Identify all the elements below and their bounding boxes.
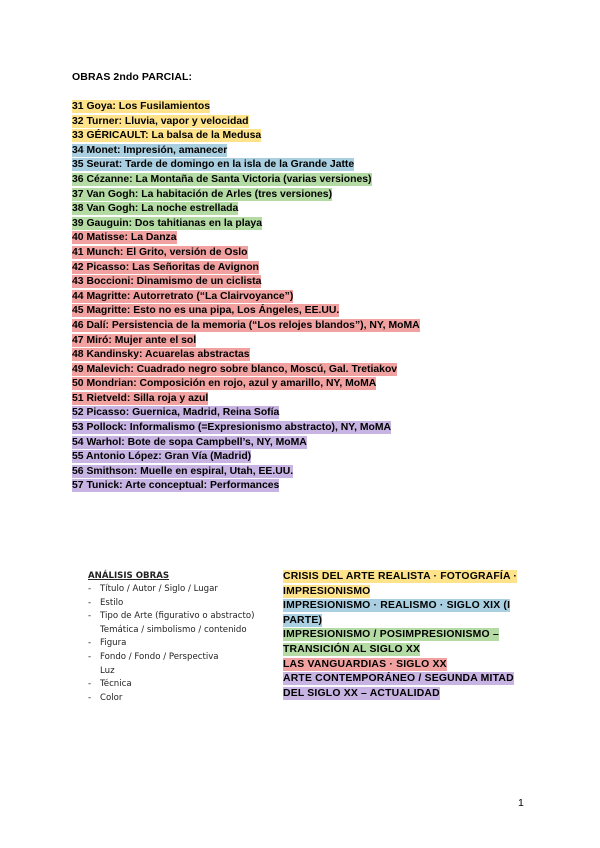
work-item xyxy=(72,465,420,480)
work-item xyxy=(72,479,420,494)
bullet-dash-icon: - xyxy=(88,651,92,662)
work-item xyxy=(72,450,420,465)
work-item-text: 51 Rietveld: Silla roja y azul xyxy=(72,392,209,404)
legend-item xyxy=(283,570,535,599)
work-item-text: 31 Goya: Los Fusilamientos xyxy=(72,101,211,112)
work-item xyxy=(72,304,420,319)
work-item xyxy=(72,421,420,436)
bullet-dash-icon: - xyxy=(88,584,92,594)
analysis-item-text: Técnica xyxy=(100,679,132,690)
analysis-item xyxy=(88,597,254,611)
bullet-dash-icon: - xyxy=(88,611,92,622)
legend-item-text: ARTE CONTEMPORÁNEO / SEGUNDA MITAD DEL SIGLO XX – ACTUALIDAD xyxy=(283,673,514,699)
work-item-text: 33 GÉRICAULT: La balsa de la Medusa xyxy=(72,130,262,142)
color-legend xyxy=(283,570,535,701)
work-item xyxy=(72,275,420,290)
work-item xyxy=(72,129,420,144)
analysis-item xyxy=(88,678,254,692)
bullet-dash-icon: - xyxy=(88,638,92,649)
work-item-text: 47 Miró: Mujer ante el sol xyxy=(72,334,197,346)
work-item xyxy=(72,188,420,203)
work-item-text: 55 Antonio López: Gran Vía (Madrid) xyxy=(72,451,252,463)
work-item-text: 45 Magritte: Esto no es una pipa, Los Ángeles, EE.UU. xyxy=(72,305,340,317)
legend-item-text: IMPRESIONISMO / POSIMPRESIONISMO – TRANSICIÓN AL SIGLO XX xyxy=(283,629,499,655)
work-item xyxy=(72,348,420,363)
legend-item-text: IMPRESIONISMO · REALISMO · SIGLO XIX (I PARTE) xyxy=(283,600,511,626)
analysis-title: ANÁLISIS OBRAS xyxy=(88,571,170,581)
bullet-dash-icon: - xyxy=(88,597,92,608)
work-item-text: 38 Van Gogh: La noche estrellada xyxy=(72,203,239,215)
work-item-text: 32 Turner: Lluvia, vapor y velocidad xyxy=(72,115,249,127)
work-item xyxy=(72,144,420,159)
analysis-item-text: Color xyxy=(100,692,123,703)
legend-item-text: CRISIS DEL ARTE REALISTA · FOTOGRAFÍA · IMPRESIONISMO xyxy=(283,571,518,597)
work-item-text: 52 Picasso: Guernica, Madrid, Reina Sofía xyxy=(72,407,280,419)
work-item-text: 57 Tunick: Arte conceptual: Performances xyxy=(72,480,280,492)
analysis-item xyxy=(88,624,254,638)
work-item xyxy=(72,100,420,115)
work-item-text: 48 Kandinsky: Acuarelas abstractas xyxy=(72,349,250,361)
work-item-text: 50 Mondrian: Composición en rojo, azul y amarillo, NY, MoMA xyxy=(72,378,377,390)
work-item-text: 44 Magritte: Autorretrato (“La Clairvoyance”) xyxy=(72,290,294,302)
page-title: OBRAS 2ndo PARCIAL: xyxy=(72,71,193,83)
work-item xyxy=(72,246,420,261)
work-item xyxy=(72,261,420,276)
analysis-section xyxy=(88,571,254,705)
analysis-item-text: Temática / simbolismo / contenido xyxy=(100,624,247,635)
analysis-item-text: Estilo xyxy=(100,597,124,608)
work-item-text: 49 Malevich: Cuadrado negro sobre blanco, Moscú, Gal. Tretiakov xyxy=(72,363,398,375)
work-item-text: 35 Seurat: Tarde de domingo en la isla de la Grande Jatte xyxy=(72,159,355,171)
analysis-item xyxy=(88,692,254,706)
work-item-text: 37 Van Gogh: La habitación de Arles (tres versiones) xyxy=(72,188,333,200)
bullet-dash-icon: - xyxy=(88,679,92,690)
analysis-item-text: Título / Autor / Siglo / Lugar xyxy=(100,584,218,594)
work-item-text: 43 Boccioni: Dinamismo de un ciclista xyxy=(72,276,262,288)
analysis-item-text: Figura xyxy=(100,638,127,649)
work-item-text: 53 Pollock: Informalismo (=Expresionismo abstracto), NY, MoMA xyxy=(72,422,392,434)
analysis-item xyxy=(88,665,254,679)
work-item-text: 34 Monet: Impresión, amanecer xyxy=(72,144,228,156)
work-item-text: 42 Picasso: Las Señoritas de Avignon xyxy=(72,261,259,273)
work-item xyxy=(72,334,420,349)
analysis-item xyxy=(88,583,254,597)
legend-item xyxy=(283,599,535,628)
work-item xyxy=(72,231,420,246)
work-item xyxy=(72,158,420,173)
work-item-text: 41 Munch: El Grito, versión de Oslo xyxy=(72,246,248,258)
work-item xyxy=(72,290,420,305)
work-item xyxy=(72,406,420,421)
analysis-item xyxy=(88,651,254,665)
work-item xyxy=(72,436,420,451)
work-item xyxy=(72,173,420,188)
work-item xyxy=(72,202,420,217)
works-list xyxy=(72,100,420,494)
work-item-text: 39 Gauguin: Dos tahitianas en la playa xyxy=(72,217,262,229)
work-item-text: 46 Dalí: Persistencia de la memoria (“Los relojes blandos”), NY, MoMA xyxy=(72,319,420,331)
legend-item-text: LAS VANGUARDIAS · SIGLO XX xyxy=(283,658,447,670)
analysis-item xyxy=(88,610,254,624)
analysis-item-text: Fondo / Fondo / Perspectiva xyxy=(100,651,219,662)
work-item xyxy=(72,392,420,407)
page-number: 1 xyxy=(518,797,524,809)
work-item-text: 56 Smithson: Muelle en espiral, Utah, EE.UU. xyxy=(72,465,294,477)
bullet-dash-icon: - xyxy=(88,692,92,703)
legend-item xyxy=(283,672,535,701)
analysis-item-text: Tipo de Arte (figurativo o abstracto) xyxy=(100,611,255,622)
work-item xyxy=(72,377,420,392)
work-item-text: 40 Matisse: La Danza xyxy=(72,232,177,244)
analysis-list xyxy=(88,583,254,705)
work-item xyxy=(72,115,420,130)
work-item-text: 36 Cézanne: La Montaña de Santa Victoria (varias versiones) xyxy=(72,173,372,185)
legend-item xyxy=(283,628,535,657)
analysis-item-text: Luz xyxy=(100,665,115,676)
work-item-text: 54 Warhol: Bote de sopa Campbell’s, NY, MoMA xyxy=(72,436,307,448)
work-item xyxy=(72,363,420,378)
work-item xyxy=(72,217,420,232)
legend-item xyxy=(283,658,535,673)
work-item xyxy=(72,319,420,334)
analysis-item xyxy=(88,637,254,651)
